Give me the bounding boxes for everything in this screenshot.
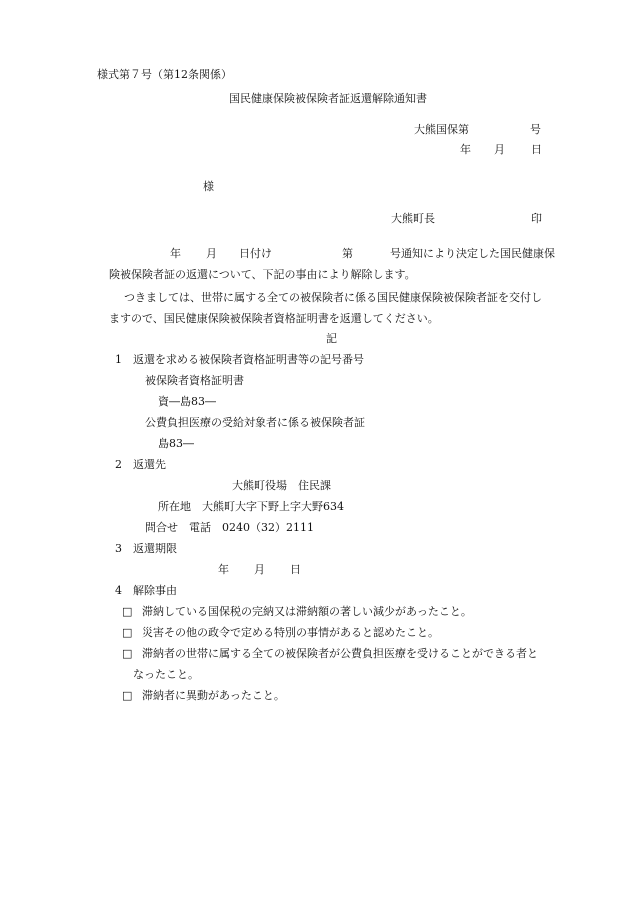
section1-sub2-value: 島83― <box>158 437 194 450</box>
recipient-honorific: 様 <box>203 180 214 193</box>
section1-number: 1 <box>115 353 122 366</box>
section3-day: 日 <box>290 563 301 576</box>
body-line2: 険被保険者証の返還について、下記の事由により解除します。 <box>109 268 416 281</box>
section3-number: 3 <box>115 542 122 555</box>
checkbox-icon[interactable]: □ <box>122 689 133 702</box>
ref-number-suffix: 号 <box>530 123 541 136</box>
body-dai: 第 <box>342 247 353 260</box>
section2-office: 大熊町役場 住民課 <box>232 479 331 492</box>
reason-text: 滞納している国保税の完納又は滞納額の著しい減少があったこと。 <box>142 605 472 618</box>
body-line1-rest: 号通知により決定した国民健康保 <box>390 247 555 260</box>
section2-address: 所在地 大熊町大字下野上字大野634 <box>158 500 344 513</box>
section1-heading: 返還を求める被保険者資格証明書等の記号番号 <box>133 353 364 366</box>
date-year: 年 <box>460 143 471 156</box>
sender-title: 大熊町長 <box>391 212 435 225</box>
checkbox-icon[interactable]: □ <box>122 626 133 639</box>
reason-item <box>122 606 472 617</box>
checkbox-icon[interactable]: □ <box>122 647 133 660</box>
reason-text: 滞納者の世帯に属する全ての被保険者が公費負担医療を受けることができる者と <box>142 647 538 660</box>
reason-item <box>122 648 538 659</box>
section1-sub1-label: 被保険者資格証明書 <box>145 374 244 387</box>
document-title: 国民健康保険被保険者証返還解除通知書 <box>229 92 427 105</box>
body-line4: ますので、国民健康保険被保険者資格証明書を返還してください。 <box>109 312 439 325</box>
section3-month: 月 <box>254 563 265 576</box>
reason-item <box>122 627 439 638</box>
body-month: 月 <box>206 247 217 260</box>
section3-year: 年 <box>218 563 229 576</box>
reason-text-continued: なったこと。 <box>133 668 199 681</box>
ki-heading: 記 <box>326 332 337 345</box>
sender-seal: 印 <box>531 212 542 225</box>
date-month: 月 <box>494 143 505 156</box>
body-line3: つきましては、世帯に属する全ての被保険者に係る国民健康保険被保険者証を交付し <box>124 291 542 304</box>
section4-heading: 解除事由 <box>133 584 177 597</box>
section2-phone: 問合せ 電話 0240（32）2111 <box>145 521 314 534</box>
reason-item <box>122 690 285 701</box>
section4-number: 4 <box>115 584 122 597</box>
body-year: 年 <box>170 247 181 260</box>
section2-number: 2 <box>115 458 122 471</box>
section1-sub2-label: 公費負担医療の受給対象者に係る被保険者証 <box>145 416 365 429</box>
form-label: 様式第７号（第12条関係） <box>97 68 232 81</box>
section2-heading: 返還先 <box>133 458 166 471</box>
body-date-suffix: 日付け <box>239 247 272 260</box>
reason-text: 滞納者に異動があったこと。 <box>142 689 285 702</box>
section3-heading: 返還期限 <box>133 542 177 555</box>
date-day: 日 <box>531 143 542 156</box>
reason-text: 災害その他の政令で定める特別の事情があると認めたこと。 <box>142 626 439 639</box>
section1-sub1-value: 資―島83― <box>158 395 216 408</box>
ref-number-prefix: 大熊国保第 <box>414 123 469 136</box>
checkbox-icon[interactable]: □ <box>122 605 133 618</box>
